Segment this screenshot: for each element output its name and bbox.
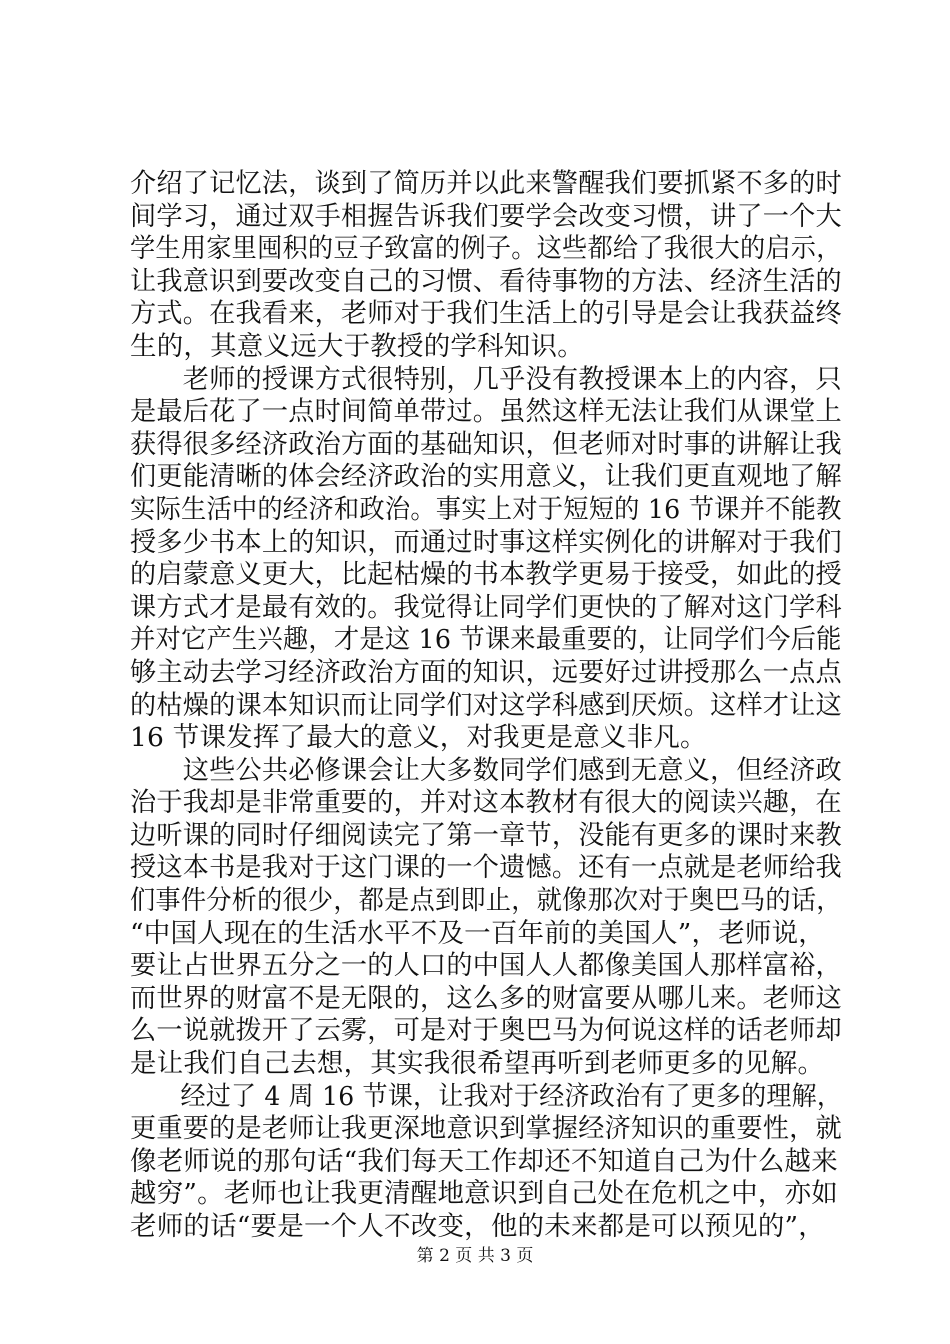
text-line: 方式。在我看来，老师对于我们生活上的引导是会让我获益终 [130, 298, 842, 330]
text-line: 授多少书本上的知识，而通过时事这样实例化的讲解对于我们 [130, 526, 842, 558]
text-line: “中国人现在的生活水平不及一百年前的美国人”，老师说， [130, 917, 825, 949]
text-line: 的启蒙意义更大，比起枯燥的书本教学更易于接受，如此的授 [130, 559, 842, 591]
text-line: 经过了 4 周 16 节课，让我对于经济政治有了更多的理解， [130, 1080, 843, 1112]
text-line: 学生用家里囤积的豆子致富的例子。这些都给了我很大的启示， [130, 233, 842, 265]
text-line: 要让占世界五分之一的人口的中国人人都像美国人那样富裕， [130, 950, 842, 982]
text-line: 让我意识到要改变自己的习惯、看待事物的方法、经济生活的 [130, 265, 842, 297]
text-line: 是让我们自己去想，其实我很希望再听到老师更多的见解。 [130, 1048, 825, 1080]
text-line: 课方式才是最有效的。我觉得让同学们更快的了解对这门学科 [130, 591, 842, 623]
text-line: 并对它产生兴趣，才是这 16 节课来最重要的，让同学们今后能 [130, 624, 842, 656]
text-line: 够主动去学习经济政治方面的知识，远要好过讲授那么一点点 [130, 656, 842, 688]
page-footer: 第 2 页 共 3 页 [416, 1246, 534, 1266]
text-line: 授这本书是我对于这门课的一个遗憾。还有一点就是老师给我 [130, 852, 842, 884]
text-line: 生的，其意义远大于教授的学科知识。 [130, 330, 584, 362]
text-line: 更重要的是老师让我更深地意识到掌握经济知识的重要性，就 [130, 1113, 842, 1145]
text-line: 介绍了记忆法，谈到了简历并以此来警醒我们要抓紧不多的时 [130, 168, 842, 199]
text-line: 而世界的财富不是无限的，这么多的财富要从哪儿来。老师这 [130, 982, 842, 1014]
text-line: 间学习，通过双手相握告诉我们要学会改变习惯，讲了一个大 [130, 200, 842, 232]
body-text [130, 168, 842, 1244]
text-line: 治于我却是非常重要的，并对这本教材有很大的阅读兴趣，在 [130, 787, 842, 819]
text-line: 这些公共必修课会让大多数同学们感到无意义，但经济政 [130, 754, 842, 786]
text-line: 们更能清晰的体会经济政治的实用意义，让我们更直观地了解 [130, 461, 842, 493]
text-line: 老师的授课方式很特别，几乎没有教授课本上的内容，只 [130, 363, 842, 395]
text-line: 像老师说的那句话“我们每天工作却还不知道自己为什么越来 [130, 1145, 838, 1177]
text-line: 是最后花了一点时间简单带过。虽然这样无法让我们从课堂上 [130, 396, 842, 428]
text-line: 边听课的同时仔细阅读完了第一章节，没能有更多的课时来教 [130, 819, 842, 851]
text-line: 16 节课发挥了最大的意义，对我更是意义非凡。 [130, 722, 707, 754]
text-line: 的枯燥的课本知识而让同学们对这学科感到厌烦。这样才让这 [130, 689, 842, 721]
text-line: 么一说就拨开了云雾，可是对于奥巴马为何说这样的话老师却 [130, 1015, 842, 1047]
text-line: 实际生活中的经济和政治。事实上对于短短的 16 节课并不能教 [130, 493, 842, 525]
text-line: 越穷”。老师也让我更清醒地意识到自己处在危机之中，亦如 [130, 1178, 838, 1210]
text-line: 老师的话“要是一个人不改变，他的未来都是可以预见的”， [130, 1211, 825, 1242]
text-line: 们事件分析的很少，都是点到即止，就像那次对于奥巴马的话， [130, 885, 842, 917]
text-line: 获得很多经济政治方面的基础知识，但老师对时事的讲解让我 [130, 428, 842, 460]
